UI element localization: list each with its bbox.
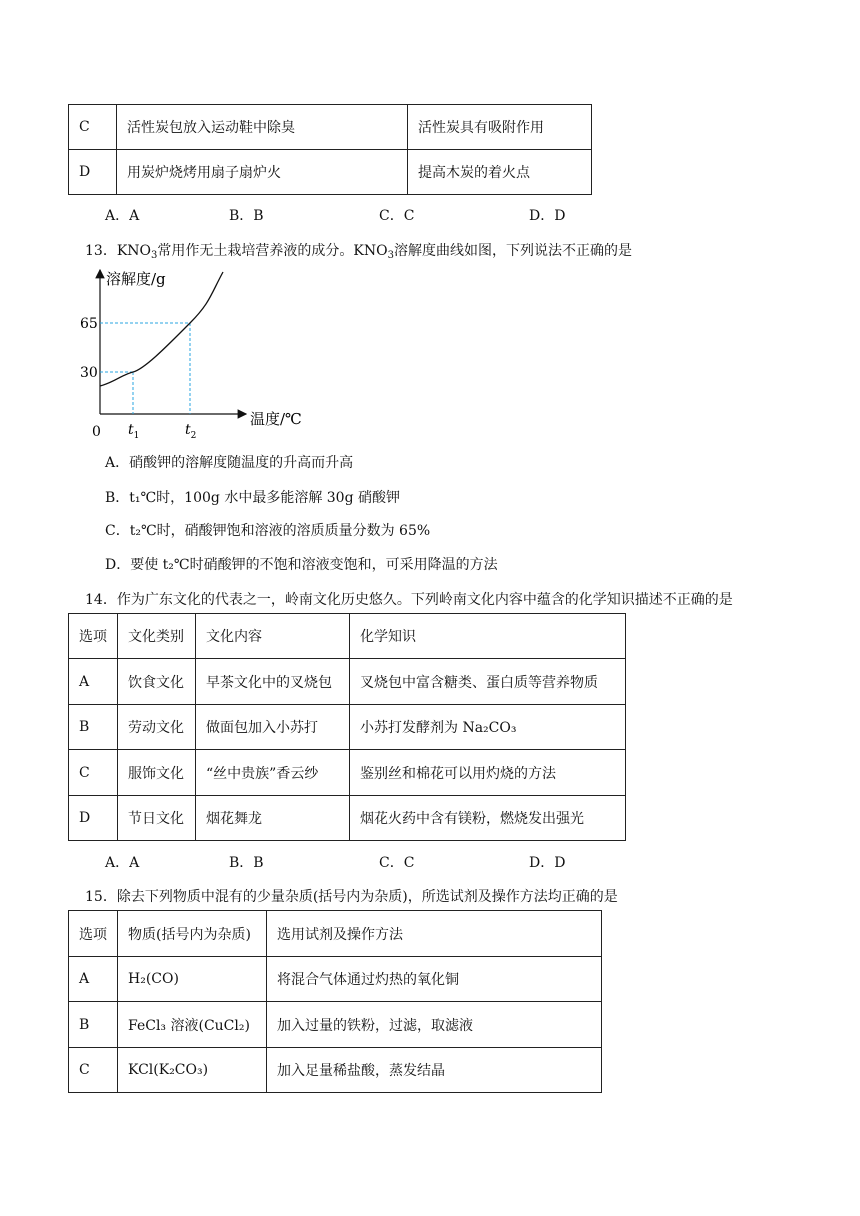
table-cell: 烟花火药中含有镁粉，燃烧发出强光 (350, 796, 626, 841)
q12-table (68, 104, 592, 195)
table-cell: FeCl₃ 溶液(CuCl₂) (118, 1002, 267, 1048)
q14-stem: 14．作为广东文化的代表之一，岭南文化历史悠久。下列岭南文化内容中蕴含的化学知识描述不正确的是 (85, 592, 733, 608)
header-cell: 化学知识 (350, 614, 626, 659)
header-cell: 物质(括号内为杂质) (118, 911, 267, 957)
table-cell: KCl(K₂CO₃) (118, 1048, 267, 1093)
table-cell: A (69, 659, 118, 705)
origin-label: 0 (92, 424, 101, 440)
y-tick-label: 30 (80, 365, 98, 381)
table-cell-content: 用炭炉烧烤用扇子扇炉火 (117, 150, 408, 195)
table-row (69, 150, 592, 195)
option-c[interactable]: C．C (379, 208, 415, 224)
q13-option-b[interactable]: B．t₁℃时，100g 水中最多能溶解 30g 硝酸钾 (105, 490, 400, 506)
q15-stem: 15．除去下列物质中混有的少量杂质(括号内为杂质)，所选试剂及操作方法均正确的是 (85, 889, 618, 905)
table-row (69, 659, 626, 705)
table-cell-option: C (69, 105, 117, 150)
table-cell: 服饰文化 (118, 750, 196, 796)
q13-option-a[interactable]: A．硝酸钾的溶解度随温度的升高而升高 (105, 455, 354, 471)
q12-options (105, 205, 565, 225)
table-cell: D (69, 796, 118, 841)
table-cell-knowledge: 活性炭具有吸附作用 (408, 105, 592, 150)
x-tick-label: $t_1$ (128, 422, 140, 441)
solubility-curve (100, 272, 223, 386)
table-cell-knowledge: 提高木炭的着火点 (408, 150, 592, 195)
table-cell: 加入足量稀盐酸，蒸发结晶 (267, 1048, 602, 1093)
table-cell: 叉烧包中富含糖类、蛋白质等营养物质 (350, 659, 626, 705)
table-cell: C (69, 750, 118, 796)
table-cell: H₂(CO) (118, 957, 267, 1002)
table-cell-option: D (69, 150, 117, 195)
header-cell: 文化类别 (118, 614, 196, 659)
header-cell: 文化内容 (196, 614, 350, 659)
table-row (69, 750, 626, 796)
q14-table (68, 613, 626, 841)
table-cell: 加入过量的铁粉，过滤，取滤液 (267, 1002, 602, 1048)
table-header-row (69, 911, 602, 957)
header-cell: 选项 (69, 911, 118, 957)
table-cell: B (69, 705, 118, 750)
option-d[interactable]: D．D (529, 855, 566, 871)
y-tick-label: 65 (80, 316, 98, 332)
table-cell: 烟花舞龙 (196, 796, 350, 841)
table-row (69, 105, 592, 150)
table-cell: “丝中贵族”香云纱 (196, 750, 350, 796)
q13-option-c[interactable]: C．t₂℃时，硝酸钾饱和溶液的溶质质量分数为 65% (105, 523, 431, 539)
table-cell: 小苏打发酵剂为 Na₂CO₃ (350, 705, 626, 750)
table-cell-content: 活性炭包放入运动鞋中除臭 (117, 105, 408, 150)
table-row (69, 796, 626, 841)
option-b[interactable]: B．B (229, 208, 264, 224)
x-tick-label: $t_2$ (185, 422, 197, 441)
table-cell: C (69, 1048, 118, 1093)
q13-stem: 13．$KNO_3$常用作无土栽培营养液的成分。$KNO_3$溶解度曲线如图，下列说法不正确的是 (85, 243, 632, 261)
option-c[interactable]: C．C (379, 855, 415, 871)
table-header-row (69, 614, 626, 659)
option-a[interactable]: A．A (105, 855, 140, 871)
table-cell: 节日文化 (118, 796, 196, 841)
y-axis-label: 溶解度/g (106, 270, 166, 288)
table-cell: B (69, 1002, 118, 1048)
table-row (69, 957, 602, 1002)
solubility-chart (80, 262, 320, 444)
header-cell: 选用试剂及操作方法 (267, 911, 602, 957)
option-a[interactable]: A．A (105, 208, 140, 224)
q15-table (68, 910, 602, 1093)
table-cell: 早茶文化中的叉烧包 (196, 659, 350, 705)
table-cell: 将混合气体通过灼热的氧化铜 (267, 957, 602, 1002)
table-row (69, 705, 626, 750)
table-cell: 饮食文化 (118, 659, 196, 705)
header-cell: 选项 (69, 614, 118, 659)
table-row (69, 1048, 602, 1093)
table-cell: 劳动文化 (118, 705, 196, 750)
table-row (69, 1002, 602, 1048)
q13-option-d[interactable]: D．要使 t₂℃时硝酸钾的不饱和溶液变饱和，可采用降温的方法 (105, 557, 498, 573)
table-cell: 鉴别丝和棉花可以用灼烧的方法 (350, 750, 626, 796)
table-cell: A (69, 957, 118, 1002)
option-b[interactable]: B．B (229, 855, 264, 871)
table-cell: 做面包加入小苏打 (196, 705, 350, 750)
q14-options (105, 852, 565, 872)
option-d[interactable]: D．D (529, 208, 566, 224)
x-axis-label: 温度/℃ (250, 410, 302, 428)
